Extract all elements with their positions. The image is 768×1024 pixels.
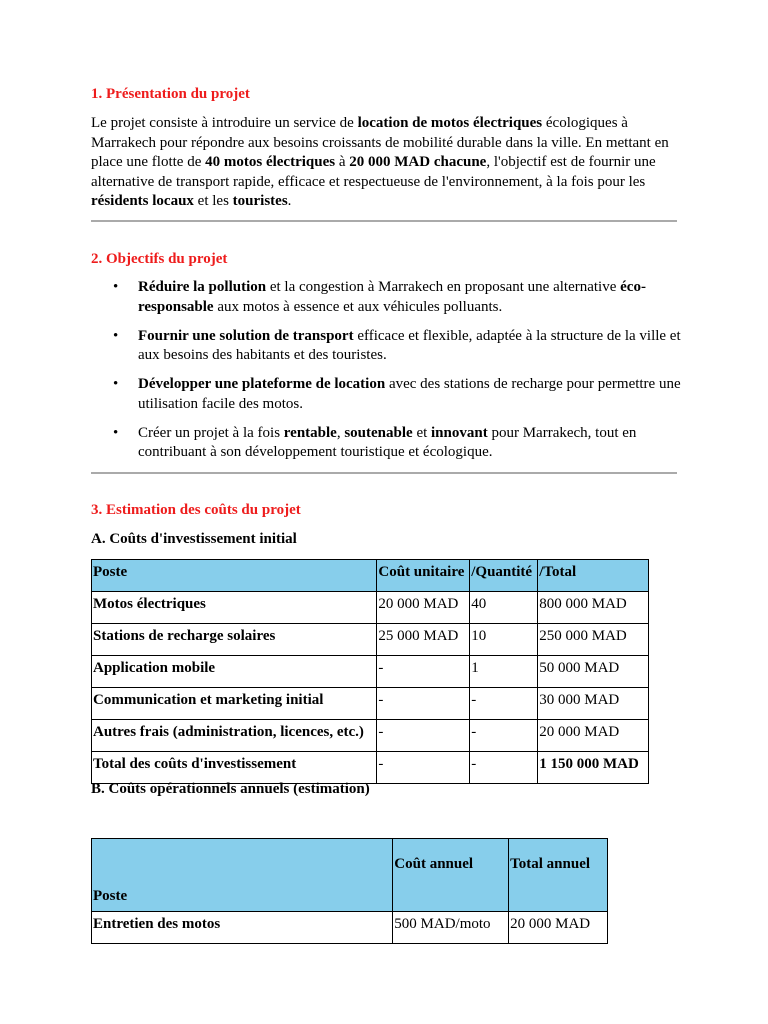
section-1-title: 1. Présentation du projet bbox=[91, 86, 250, 102]
text-run: Créer un projet à la fois bbox=[138, 424, 284, 441]
bold-text: 40 motos électriques bbox=[205, 154, 336, 170]
text-run: à bbox=[335, 154, 350, 170]
bold-text: Réduire la pollution bbox=[138, 279, 267, 295]
objective-item bbox=[91, 278, 681, 317]
cell-unit-cost: - bbox=[377, 720, 470, 752]
cell-poste: Total des coûts d'investissement bbox=[92, 752, 377, 784]
cell-poste: Communication et marketing initial bbox=[92, 688, 377, 720]
cell-unit-cost: - bbox=[377, 656, 470, 688]
cell-unit-cost: - bbox=[377, 752, 470, 784]
investment-costs-table bbox=[91, 559, 649, 784]
cell-total: 250 000 MAD bbox=[538, 624, 649, 656]
cell-quantity: 10 bbox=[470, 624, 538, 656]
total-row bbox=[92, 752, 649, 784]
cell-poste: Stations de recharge solaires bbox=[92, 624, 377, 656]
table-header-row bbox=[92, 560, 649, 592]
header-annual-cost: Coût annuel bbox=[393, 839, 509, 912]
header-annual-total: Total annuel bbox=[509, 839, 608, 912]
text-run: efficace et flexible, adaptée à la structure de la ville et aux besoins des habitants et des touristes. bbox=[138, 327, 681, 363]
header-quantity: /Quantité bbox=[470, 560, 538, 592]
table-row bbox=[92, 912, 608, 944]
objectives-list bbox=[91, 278, 681, 472]
bold-text: 20 000 MAD chacune bbox=[349, 154, 487, 170]
objective-item bbox=[91, 375, 681, 414]
section-2-title: 2. Objectifs du projet bbox=[91, 251, 228, 267]
objective-item bbox=[91, 327, 681, 366]
header-total: /Total bbox=[538, 560, 649, 592]
table-row bbox=[92, 720, 649, 752]
cell-poste: Autres frais (administration, licences, etc.) bbox=[92, 720, 377, 752]
cell-quantity: - bbox=[470, 720, 538, 752]
bold-text: résidents locaux bbox=[91, 193, 194, 209]
cell-annual-total: 20 000 MAD bbox=[509, 912, 608, 944]
cell-total: 1 150 000 MAD bbox=[538, 752, 649, 784]
cell-quantity: 40 bbox=[470, 592, 538, 624]
cell-unit-cost: 20 000 MAD bbox=[377, 592, 470, 624]
cell-quantity: - bbox=[470, 752, 538, 784]
text-run: et la congestion à Marrakech en proposant une alternative bbox=[266, 279, 621, 295]
table-header-row bbox=[92, 839, 608, 912]
bold-text: rentable bbox=[283, 424, 337, 441]
text-run: et bbox=[412, 424, 432, 441]
section-3-title: 3. Estimation des coûts du projet bbox=[91, 502, 301, 518]
cell-total: 20 000 MAD bbox=[538, 720, 649, 752]
bold-text: location de motos électriques bbox=[357, 115, 543, 131]
subsection-a-title: A. Coûts d'investissement initial bbox=[91, 531, 297, 547]
cell-poste: Application mobile bbox=[92, 656, 377, 688]
text-run: pour Marrakech, tout en contribuant à son développement touristique et écologique. bbox=[138, 424, 637, 460]
cell-annual-cost: 500 MAD/moto bbox=[393, 912, 509, 944]
subsection-b-title: B. Coûts opérationnels annuels (estimation) bbox=[91, 781, 370, 797]
table-row bbox=[92, 592, 649, 624]
header-poste: Poste bbox=[92, 560, 377, 592]
cell-unit-cost: - bbox=[377, 688, 470, 720]
table-row bbox=[92, 624, 649, 656]
divider bbox=[91, 220, 677, 222]
text-run: , bbox=[336, 424, 345, 441]
bold-text: innovant bbox=[431, 424, 488, 441]
bold-text: Fournir une solution de transport bbox=[138, 327, 354, 344]
project-description-paragraph bbox=[91, 114, 681, 212]
text-run: avec des stations de recharge pour permettre une utilisation facile des motos. bbox=[138, 376, 681, 412]
objective-item bbox=[91, 424, 681, 463]
bold-text: touristes bbox=[232, 193, 288, 209]
table-row bbox=[92, 656, 649, 688]
text-run: Le projet consiste à introduire un service de bbox=[91, 115, 358, 131]
table-row bbox=[92, 688, 649, 720]
cell-quantity: 1 bbox=[470, 656, 538, 688]
header-poste: Poste bbox=[92, 839, 393, 912]
bold-text: éco-responsable bbox=[138, 279, 646, 315]
cell-total: 50 000 MAD bbox=[538, 656, 649, 688]
text-run: écologiques à Marrakech pour répondre aux besoins croissants de mobilité durable dans la ville. En mettant en place une flotte de bbox=[91, 115, 669, 170]
cell-unit-cost: 25 000 MAD bbox=[377, 624, 470, 656]
text-run: aux motos à essence et aux véhicules polluants. bbox=[213, 298, 503, 315]
cell-total: 800 000 MAD bbox=[538, 592, 649, 624]
cell-poste: Entretien des motos bbox=[92, 912, 393, 944]
divider bbox=[91, 472, 677, 474]
text-run: et les bbox=[193, 193, 233, 209]
text-run: . bbox=[287, 193, 292, 209]
operating-costs-table bbox=[91, 838, 608, 944]
cell-quantity: - bbox=[470, 688, 538, 720]
bold-text: Développer une plateforme de location bbox=[138, 376, 386, 392]
cell-poste: Motos électriques bbox=[92, 592, 377, 624]
text-run: , l'objectif est de fournir une alternative de transport rapide, efficace et respectueuse de l'environnement, à la fois pour les bbox=[91, 154, 656, 190]
cell-total: 30 000 MAD bbox=[538, 688, 649, 720]
bold-text: soutenable bbox=[344, 424, 413, 441]
header-unit-cost: Coût unitaire bbox=[377, 560, 470, 592]
